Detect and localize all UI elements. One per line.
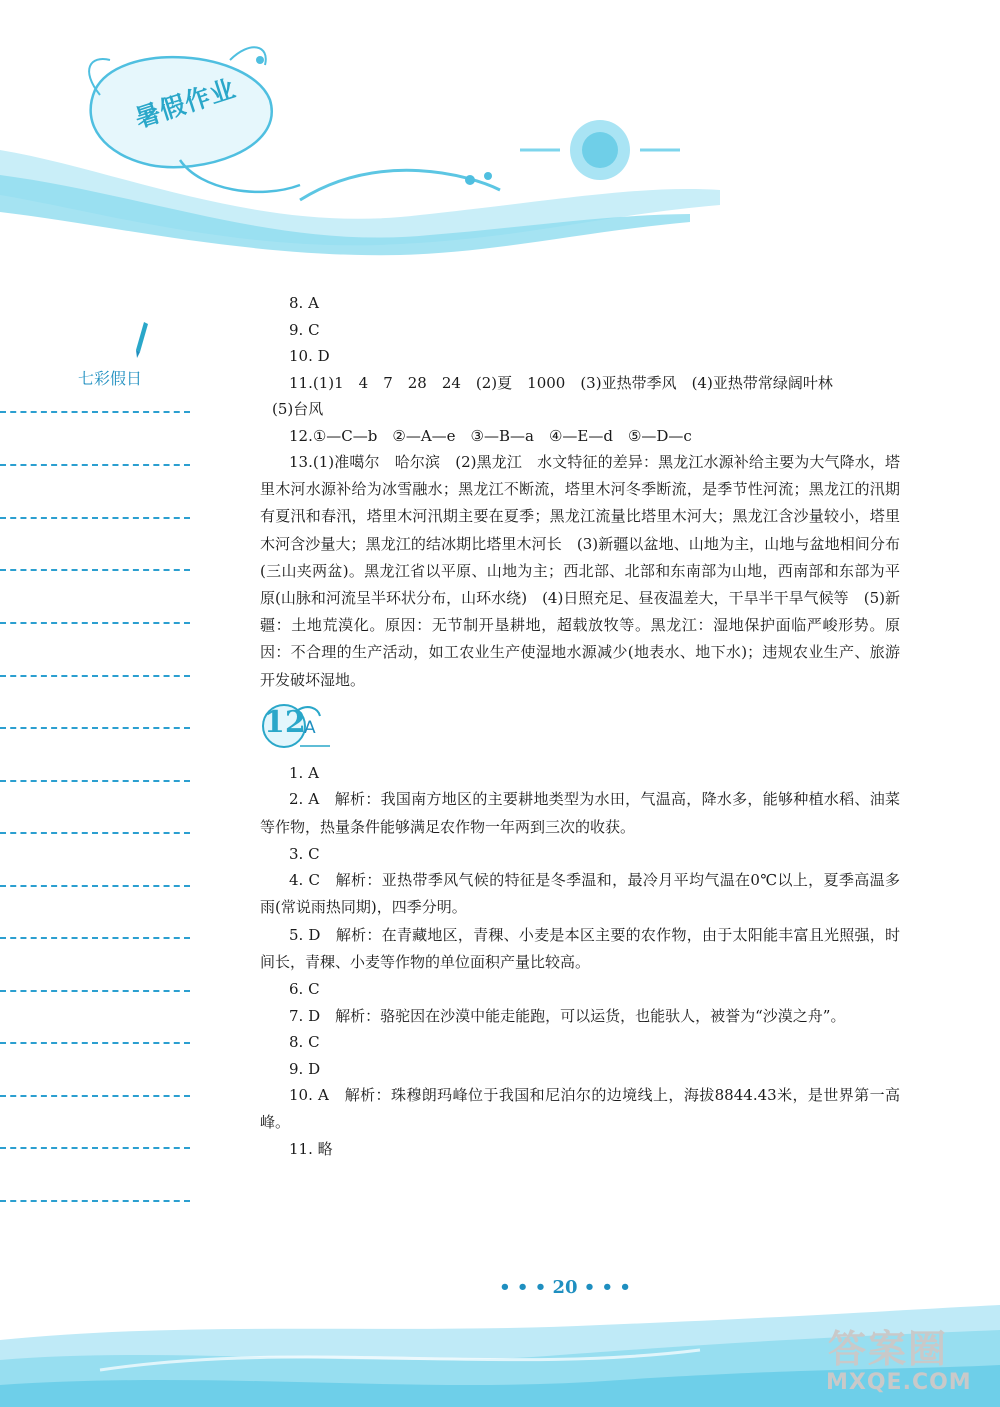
page-banner-title: 暑假作业	[131, 73, 240, 134]
note-line	[0, 937, 190, 939]
watermark-logo: 答案圈	[828, 1327, 949, 1371]
answer-line: 3. C	[289, 844, 320, 863]
note-line	[0, 1042, 190, 1044]
note-line	[0, 780, 190, 782]
answer-line: (5)台风	[272, 400, 324, 418]
note-line	[0, 517, 190, 519]
answer-line: 11. 略	[289, 1140, 333, 1159]
note-line	[0, 1095, 190, 1097]
note-line	[0, 885, 190, 887]
pen-icon	[134, 320, 150, 360]
answer-line: 8. C	[289, 1033, 320, 1052]
answer-paragraph: 2. A 解析：我国南方地区的主要耕地类型为水田，气温高，降水多，能够种植水稻、油菜等作物，热量条件能够满足农作物一年两到三次的收获。	[260, 790, 900, 836]
note-line	[0, 622, 190, 624]
answer-paragraph: 5. D 解析：在青藏地区，青稞、小麦是本区主要的农作物，由于太阳能丰富且光照强，时间长，青稞、小麦等作物的单位面积产量比较高。	[260, 925, 900, 971]
answer-line: 7. D 解析：骆驼因在沙漠中能走能跑，可以运货，也能驮人，被誉为“沙漠之舟”。	[289, 1006, 846, 1025]
note-line	[0, 1200, 190, 1202]
note-line	[0, 832, 190, 834]
watermark-url: MXQE.COM	[826, 1370, 972, 1395]
answer-line: 8. A	[289, 294, 319, 312]
answer-line: 12.①—C—b ②—A—e ③—B—a ④—E—d ⑤—D—c	[289, 426, 692, 445]
note-line	[0, 1147, 190, 1149]
answer-line: 9. D	[289, 1059, 321, 1078]
answer-content	[260, 290, 900, 1163]
note-line	[0, 569, 190, 571]
section-letter: A	[304, 717, 316, 738]
note-line	[0, 411, 190, 413]
answer-paragraph: 13.(1)准噶尔 哈尔滨 (2)黑龙江 水文特征的差异：黑龙江水源补给主要为大气降水，塔里木河水源补给为冰雪融水；黑龙江不断流，塔里木河冬季断流，是季节性河流；黑龙江的汛期有夏汛和春汛，塔里木河汛期主要在夏季；黑龙江流量比塔里木河大；黑龙江含沙量较小，塔里木河含沙量大；黑龙江的结冰期比塔里木河长 (3)新疆以盆地、山地为主，山地与盆地相间分布(三山夹两盆)。黑龙江省以平原、山地为主；西北部、北部和东南部为山地，西南部和东部为平原(山脉和河流呈半环状分布，山环水绕) (4)日照充足、昼夜温差大，干旱半干旱气候等 (5)新疆：土地荒漠化。原因：无节制开垦耕地，超载放牧等。黑龙江：湿地保护面临严峻形势。原因：不合理的生产活动，如工农业生产使湿地水源减少(地表水、地下水)；违规农业生产、旅游开发破坏湿地。	[260, 453, 900, 689]
answer-paragraph: 10. A 解析：珠穆朗玛峰位于我国和尼泊尔的边境线上，海拔8844.43米，是世界第一高峰。	[260, 1086, 900, 1132]
section-number: 12	[264, 704, 306, 740]
page-number: • • • 20 • • •	[499, 1277, 631, 1298]
note-line	[0, 464, 190, 466]
note-line	[0, 727, 190, 729]
answer-line: 1. A	[289, 763, 319, 782]
note-line	[0, 675, 190, 677]
answer-line: 6. C	[289, 980, 320, 999]
answer-line: 11.(1)1 4 7 28 24 (2)夏 1000 (3)亚热带季风 (4)亚热带常绿阔叶林	[289, 373, 833, 392]
note-line	[0, 990, 190, 992]
answer-line: 10. D	[289, 347, 330, 365]
answer-paragraph: 4. C 解析：亚热带季风气候的特征是冬季温和，最冷月平均气温在0℃以上，夏季高温多雨(常说雨热同期)，四季分明。	[260, 871, 900, 917]
section-badge	[260, 702, 900, 754]
answer-line: 9. C	[289, 320, 320, 339]
sidebar-label: 七彩假日	[78, 369, 143, 388]
